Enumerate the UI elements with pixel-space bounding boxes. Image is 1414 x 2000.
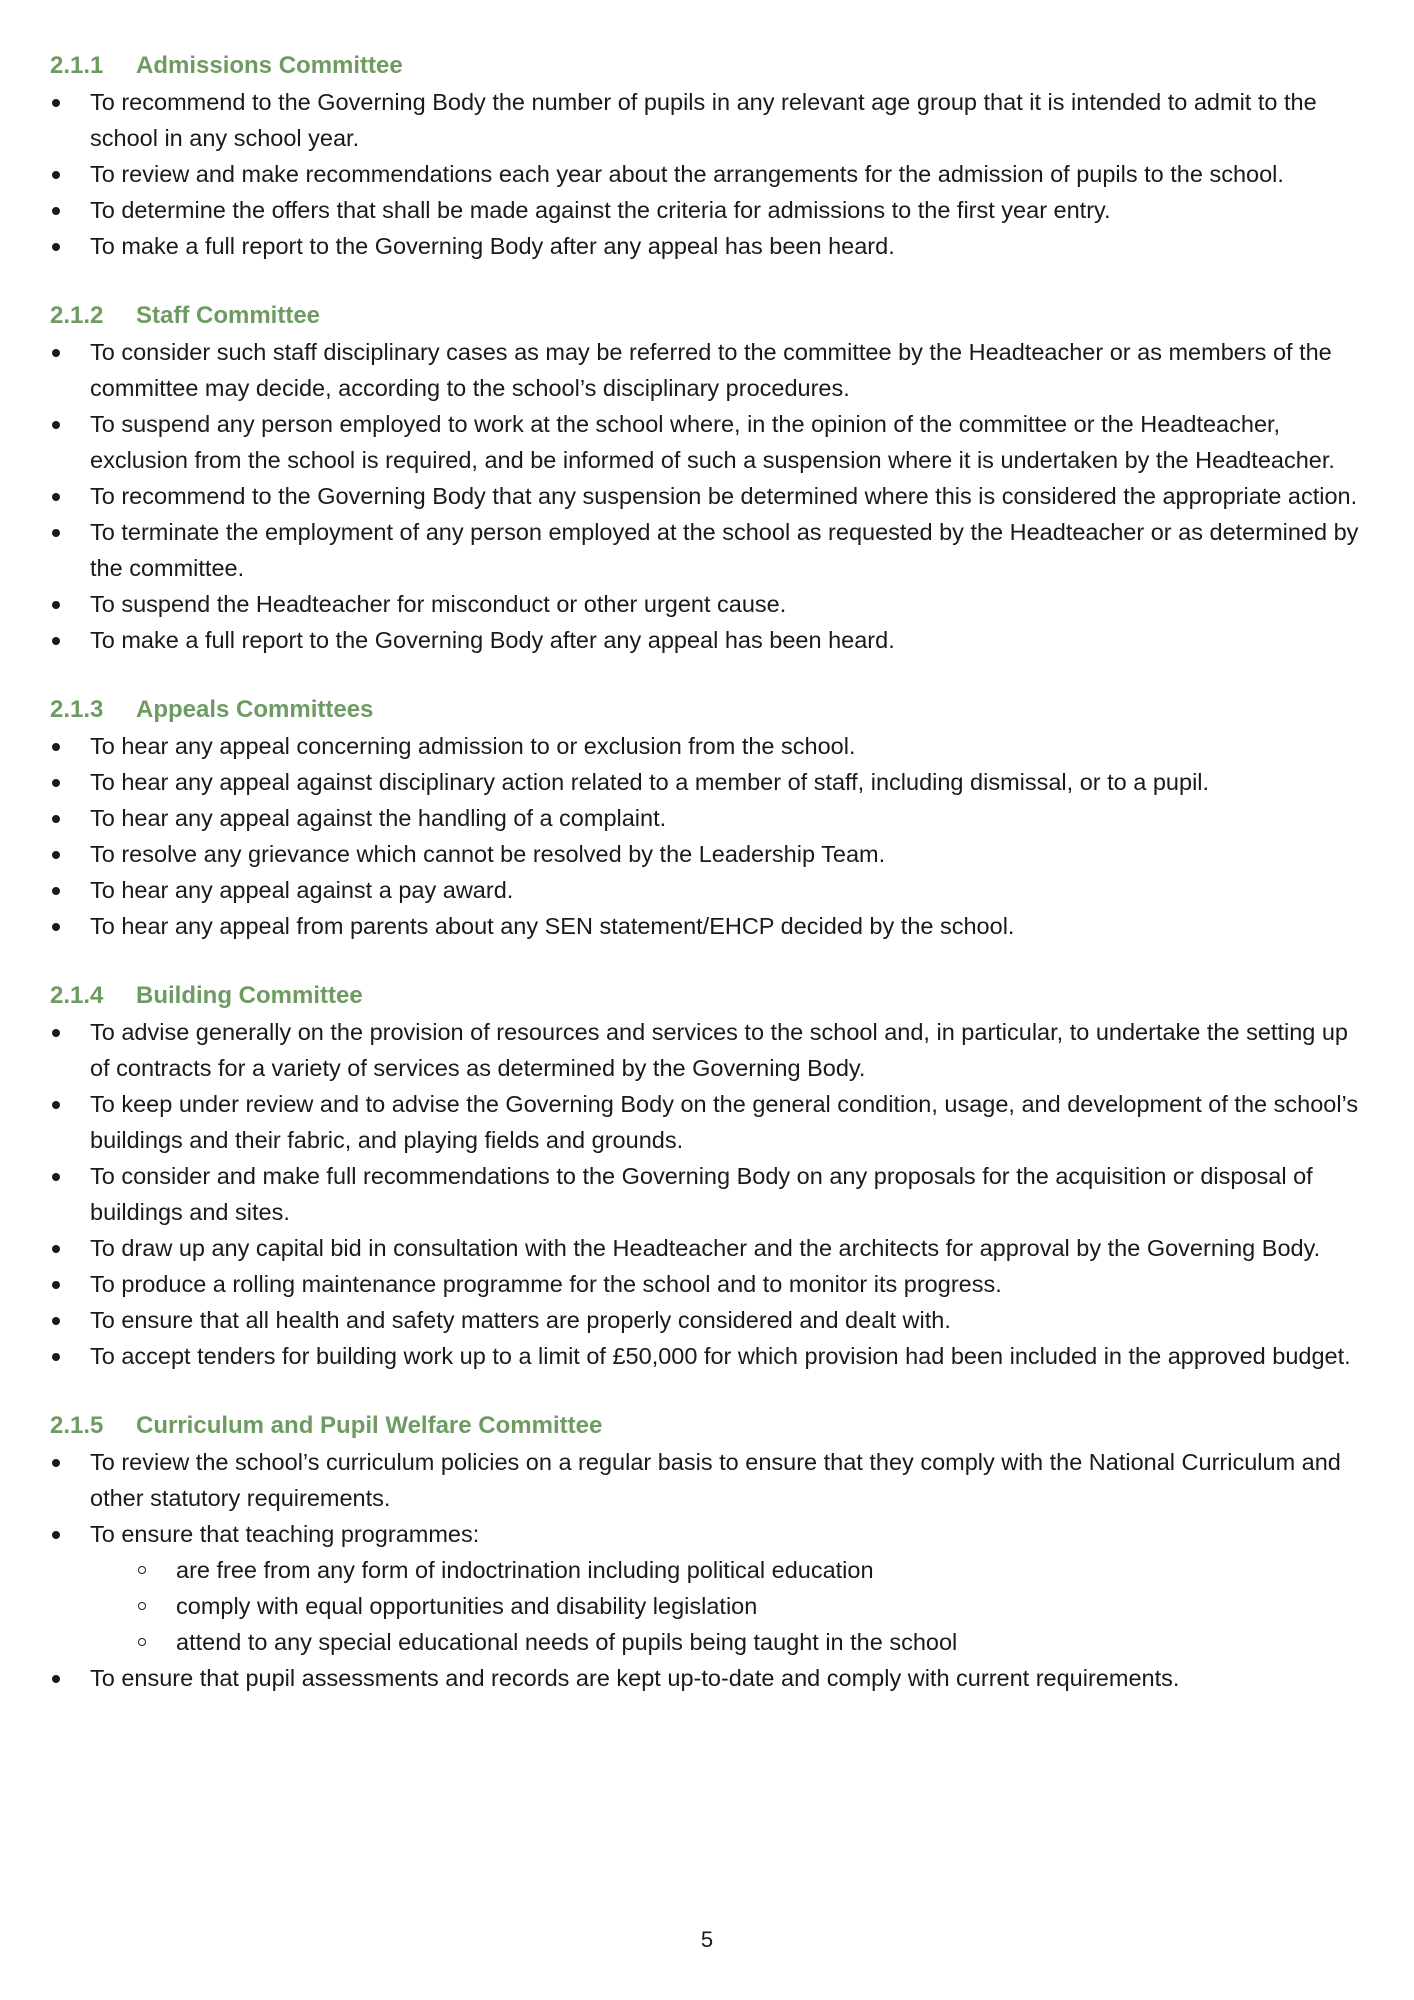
list-item-text: To recommend to the Governing Body that any suspension be determined where this is considered the appropriate action. [90, 483, 1358, 509]
list-item-text: To hear any appeal against a pay award. [90, 877, 514, 903]
bullet-icon [52, 1281, 60, 1289]
list-item-text: To draw up any capital bid in consultation with the Headteacher and the architects for approval by the Governing Body. [90, 1235, 1321, 1261]
list-item [50, 1266, 1374, 1302]
section-curriculum-committee [50, 1408, 1374, 1696]
list-item [50, 908, 1374, 944]
list-item [50, 192, 1374, 228]
list-item [50, 1302, 1374, 1338]
section-number: 2.1.1 [50, 52, 104, 79]
list-item [50, 1516, 1374, 1660]
bullet-icon [52, 601, 60, 609]
bullet-list [50, 1444, 1374, 1696]
list-item [50, 872, 1374, 908]
list-item-text: To consider such staff disciplinary cases as may be referred to the committee by the Headteacher or as members of the committee may decide, according to the school’s disciplinary procedures. [90, 339, 1332, 401]
list-item [50, 1014, 1374, 1086]
bullet-icon [52, 815, 60, 823]
bullet-icon [52, 851, 60, 859]
list-item-text: To hear any appeal against the handling of a complaint. [90, 805, 667, 831]
list-item [50, 1338, 1374, 1374]
bullet-icon [52, 171, 60, 179]
sub-bullet-list [90, 1552, 1374, 1660]
bullet-icon [52, 887, 60, 895]
section-staff-committee [50, 298, 1374, 658]
bullet-icon [52, 349, 60, 357]
section-title: Admissions Committee [136, 52, 403, 79]
section-number: 2.1.3 [50, 696, 104, 723]
list-item-text: To keep under review and to advise the Governing Body on the general condition, usage, and development of the school’s buildings and their fabric, and playing fields and grounds. [90, 1091, 1359, 1153]
list-item [50, 514, 1374, 586]
hollow-bullet-icon [138, 1566, 146, 1574]
list-item [50, 156, 1374, 192]
bullet-icon [52, 1173, 60, 1181]
list-item-text: To review and make recommendations each year about the arrangements for the admission of pupils to the school. [90, 161, 1284, 187]
page-number: 5 [700, 1927, 714, 1952]
section-heading [50, 298, 1374, 334]
list-item-text: To hear any appeal against disciplinary action related to a member of staff, including dismissal, or to a pupil. [90, 769, 1210, 795]
section-appeals-committees [50, 692, 1374, 944]
bullet-list [50, 728, 1374, 944]
bullet-icon [52, 529, 60, 537]
sub-list-item [90, 1552, 1374, 1588]
list-item-text: To make a full report to the Governing Body after any appeal has been heard. [90, 627, 895, 653]
sub-list-item-text: attend to any special educational needs of pupils being taught in the school [176, 1629, 958, 1655]
section-heading [50, 1408, 1374, 1444]
sub-list-item [90, 1624, 1374, 1660]
list-item-text: To determine the offers that shall be made against the criteria for admissions to the first year entry. [90, 197, 1111, 223]
list-item-text: To ensure that all health and safety matters are properly considered and dealt with. [90, 1307, 951, 1333]
bullet-icon [52, 99, 60, 107]
section-number: 2.1.2 [50, 302, 104, 329]
list-item-text: To consider and make full recommendations to the Governing Body on any proposals for the acquisition or disposal of buildings and sites. [90, 1163, 1313, 1225]
bullet-icon [52, 1353, 60, 1361]
list-item-text: To recommend to the Governing Body the number of pupils in any relevant age group that it is intended to admit to the school in any school year. [90, 89, 1317, 151]
section-heading [50, 692, 1374, 728]
list-item-text: To suspend the Headteacher for misconduct or other urgent cause. [90, 591, 787, 617]
bullet-icon [52, 1531, 60, 1539]
list-item-text: To hear any appeal concerning admission to or exclusion from the school. [90, 733, 856, 759]
bullet-icon [52, 1245, 60, 1253]
bullet-icon [52, 1675, 60, 1683]
list-item [50, 1086, 1374, 1158]
list-item-text: To ensure that teaching programmes: [90, 1521, 480, 1547]
bullet-icon [52, 743, 60, 751]
list-item-text: To terminate the employment of any person employed at the school as requested by the Headteacher or as determined by the committee. [90, 519, 1359, 581]
list-item [50, 1230, 1374, 1266]
bullet-icon [52, 637, 60, 645]
section-title: Appeals Committees [136, 696, 374, 723]
list-item-text: To hear any appeal from parents about any SEN statement/EHCP decided by the school. [90, 913, 1015, 939]
section-heading [50, 48, 1374, 84]
list-item [50, 228, 1374, 264]
hollow-bullet-icon [138, 1602, 146, 1610]
list-item [50, 1660, 1374, 1696]
list-item [50, 586, 1374, 622]
bullet-icon [52, 1101, 60, 1109]
section-title: Building Committee [136, 982, 363, 1009]
list-item-text: To produce a rolling maintenance programme for the school and to monitor its progress. [90, 1271, 1002, 1297]
bullet-list [50, 334, 1374, 658]
sub-list-item [90, 1588, 1374, 1624]
bullet-icon [52, 493, 60, 501]
list-item-text: To resolve any grievance which cannot be resolved by the Leadership Team. [90, 841, 886, 867]
list-item-text: To suspend any person employed to work at the school where, in the opinion of the committee or the Headteacher, exclusion from the school is required, and be informed of such a suspension where it is undertaken by the Headteacher. [90, 411, 1335, 473]
list-item [50, 622, 1374, 658]
list-item-text: To ensure that pupil assessments and records are kept up-to-date and comply with current requirements. [90, 1665, 1180, 1691]
bullet-list [50, 1014, 1374, 1374]
section-admissions-committee [50, 48, 1374, 264]
bullet-icon [52, 1029, 60, 1037]
list-item [50, 478, 1374, 514]
list-item [50, 764, 1374, 800]
list-item-text: To make a full report to the Governing Body after any appeal has been heard. [90, 233, 895, 259]
bullet-icon [52, 243, 60, 251]
bullet-icon [52, 923, 60, 931]
bullet-list [50, 84, 1374, 264]
sub-list-item-text: are free from any form of indoctrination including political education [176, 1557, 874, 1583]
section-heading [50, 978, 1374, 1014]
list-item [50, 1158, 1374, 1230]
list-item [50, 800, 1374, 836]
bullet-icon [52, 207, 60, 215]
list-item [50, 1444, 1374, 1516]
sub-list-item-text: comply with equal opportunities and disability legislation [176, 1593, 758, 1619]
list-item [50, 84, 1374, 156]
section-number: 2.1.5 [50, 1412, 104, 1439]
list-item-text: To review the school’s curriculum policies on a regular basis to ensure that they comply with the National Curriculum and other statutory requirements. [90, 1449, 1341, 1511]
list-item [50, 836, 1374, 872]
bullet-icon [52, 1317, 60, 1325]
section-number: 2.1.4 [50, 982, 104, 1009]
section-title: Staff Committee [136, 302, 321, 329]
section-building-committee [50, 978, 1374, 1374]
list-item-text: To advise generally on the provision of resources and services to the school and, in particular, to undertake the setting up of contracts for a variety of services as determined by the Governing Body. [90, 1019, 1348, 1081]
bullet-icon [52, 421, 60, 429]
section-title: Curriculum and Pupil Welfare Committee [136, 1412, 603, 1439]
hollow-bullet-icon [138, 1638, 146, 1646]
list-item-text: To accept tenders for building work up to a limit of £50,000 for which provision had been included in the approved budget. [90, 1343, 1351, 1369]
bullet-icon [52, 1459, 60, 1467]
list-item [50, 406, 1374, 478]
list-item [50, 728, 1374, 764]
bullet-icon [52, 779, 60, 787]
list-item [50, 334, 1374, 406]
